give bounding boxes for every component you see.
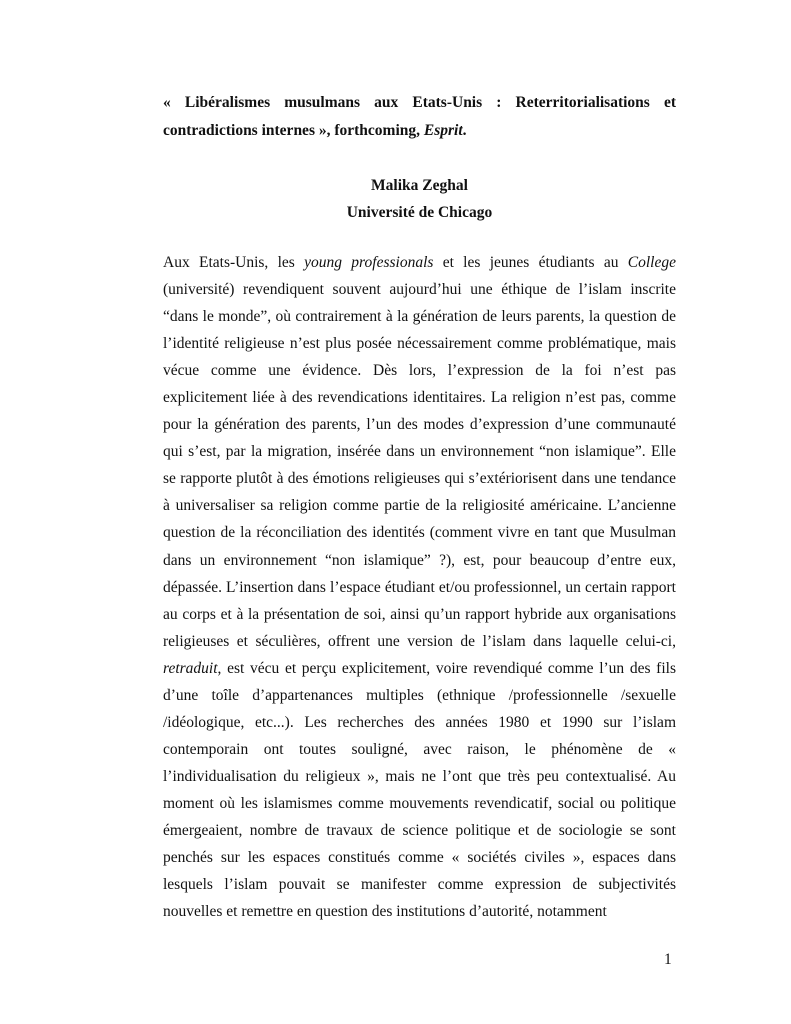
body-italic-young-professionals: young professionals <box>304 254 434 271</box>
body-segment-7: , est vécu et perçu explicitement, voire revendiqué comme l’un des fils d’une toîle d’appartenances multiples (ethnique /professionnelle /sexuelle /idéologique, etc...). Les recherches des années 1980 et 1990 sur l’islam contemporain ont toutes souligné, avec raison, le phénomène de « l’individualisation du religieux », mais ne l’ont que très peu contextualisé. Au moment où les islamismes comme mouvements revendicatif, social ou politique émergeaient, nombre de travaux de science politique et de sociologie se sont penchés sur les espaces constitués comme « sociétés civiles », espaces dans lesquels l’islam pouvait se manifester comme expression de subjectivités nouvelles et remettre en question des institutions d’autorité, notamment <box>163 659 676 921</box>
paragraph-text <box>163 249 676 925</box>
body-segment-1: Aux Etats-Unis, les <box>163 254 305 271</box>
page-number: 1 <box>664 951 672 968</box>
document-title <box>163 89 676 145</box>
title-line-2-text: contradictions internes », forthcoming, <box>163 122 424 139</box>
title-line-1: « Libéralismes musulmans aux Etats-Unis : Reterritorialisations et <box>163 94 676 111</box>
body-italic-college: College <box>627 254 676 271</box>
author-name: Malika Zeghal <box>371 177 468 194</box>
body-paragraph <box>163 249 676 925</box>
title-line-2-suffix: . <box>462 122 467 139</box>
author-block <box>163 172 676 226</box>
body-segment-5: (université) revendiquent souvent aujourd’hui une éthique de l’islam inscrite “dans le monde”, où contrairement à la génération de leurs parents, la question de l’identité religieuse n’est plus posée nécessairement comme problématique, mais vécue comme une évidence. Dès lors, l’expression de la foi n’est pas explicitement liée à des revendications identitaires. La religion n’est pas, comme pour la génération des parents, l’un des modes d’expression d’une communauté qui s’est, par la migration, insérée dans un environnement “non islamique”. Elle se rapporte plutôt à des émotions religieuses qui s’extériorisent dans une tendance à universaliser sa religion comme partie de la religiosité américaine. L’ancienne question de la réconciliation des identités (comment vivre en tant que Musulman dans un environnement “non islamique” ?), est, pour beaucoup d’entre eux, dépassée. L’insertion dans l’espace étudiant et/ou professionnel, un certain rapport au corps et à la présentation de soi, ainsi qu’un rapport hybride aux organisations religieuses et séculières, offrent une version de l’islam dans laquelle celui-ci, <box>163 281 676 650</box>
journal-name: Esprit <box>423 122 463 139</box>
body-italic-retraduit: retraduit <box>163 659 218 677</box>
author-affiliation: Université de Chicago <box>346 204 493 221</box>
body-segment-3: et les jeunes étudiants au <box>433 254 628 271</box>
title-line-2 <box>163 117 676 145</box>
